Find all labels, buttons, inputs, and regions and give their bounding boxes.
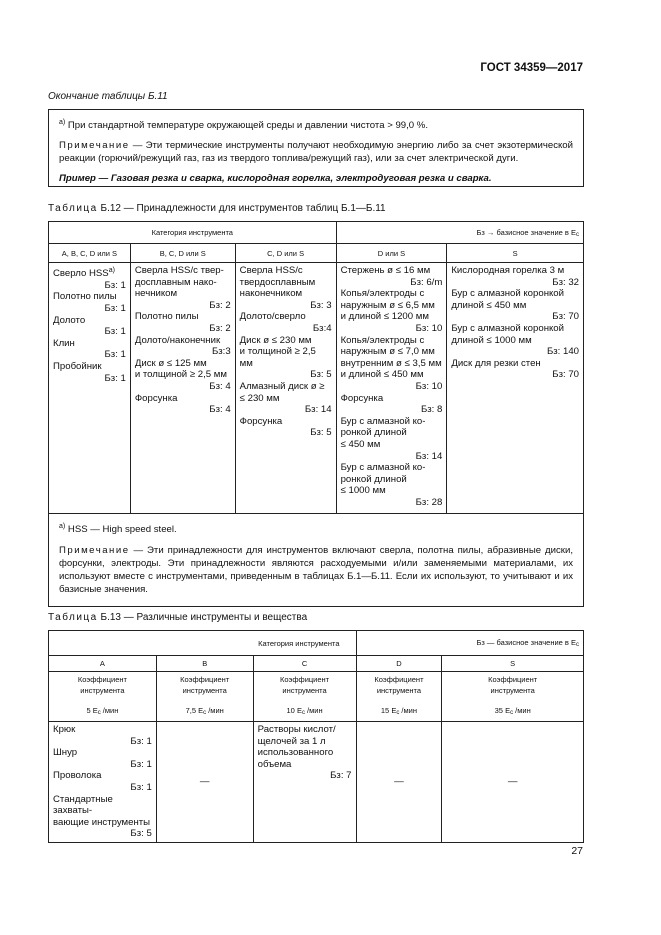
cell-line: Бз: 14 (304, 404, 332, 416)
b13-coef-value-sub: c (97, 710, 101, 716)
cell-line: ронкой длиной (340, 473, 407, 485)
cell-line: Диск ø ≤ 230 мм (239, 334, 312, 346)
b13-col-header: S (442, 656, 584, 672)
page-number: 27 (571, 845, 583, 857)
cell-line: Бз: 1 (130, 781, 152, 793)
cell-line: Стандартные захваты- (53, 793, 113, 817)
table-b13-caption-text: Б.13 — Различные инструменты и вещества (100, 612, 308, 623)
b12-col-header: В, С, D или S (130, 244, 235, 263)
cell-line: наружным ø ≤ 7,0 мм (340, 346, 435, 358)
cell-line: и толщиной ≥ 2,5 мм (239, 346, 316, 369)
cell-line: нечником (134, 288, 178, 300)
b12-category-header: Категория инструмента (49, 222, 337, 244)
cell-line: Бур с алмазной ко- (340, 415, 426, 427)
cell-line: ≤ 450 мм (340, 438, 381, 450)
b13-col-header: D (356, 656, 442, 672)
b13-coef-value-pre: 35 E (494, 706, 511, 715)
b11-example: Пример — Газовая резка и сварка, кислородная горелка, электродуговая резка и сварка. (59, 173, 492, 185)
cell-line: Бз: 28 (415, 496, 443, 508)
cell-line: ≤ 230 мм (239, 392, 280, 404)
cell-line: Сверло $HSS^{а)}$ (53, 267, 115, 280)
b13-cell (253, 722, 356, 843)
b13-dash-cell: — (442, 722, 584, 843)
cell-line: Бур с алмазной коронкой (451, 322, 564, 334)
cell-line: Стержень ø ≤ 16 мм (340, 265, 431, 276)
b13-coef-value-post: /мин (399, 706, 417, 715)
b13-coef-value (161, 705, 249, 719)
cell-line: Бз: 10 (415, 322, 443, 334)
cell-line: Пробойник (53, 360, 102, 372)
b12-base-header (336, 222, 583, 244)
cell-line: Копья/электроды с (340, 288, 425, 300)
b13-coef-value-pre: 10 E (286, 706, 302, 715)
b12-note (59, 544, 573, 600)
b13-coef-value-sub: c (301, 710, 305, 716)
cell-line: Бз: 4 (209, 404, 231, 416)
b13-coef-cell (49, 672, 157, 722)
cell-line: Бз: 5 (310, 427, 332, 439)
cell-line: Бур с алмазной ко- (340, 462, 426, 474)
b11-footnote-text: При стандартной температуре окружающей среды и давлении чистота > 99,0 %. (67, 120, 429, 132)
cell-line: и длиной ≤ 1200 мм (340, 311, 429, 323)
b13-coef-value-sub: c (396, 710, 400, 716)
cell-line: Бз: 2 (209, 299, 231, 311)
cell-line: Бз: 7 (330, 770, 352, 782)
b11-footnote (59, 116, 573, 132)
b13-coef-cell (156, 672, 253, 722)
b13-col-header: А (49, 656, 157, 672)
table-b12-caption (48, 203, 386, 214)
cell-line: и длиной ≤ 450 мм (340, 369, 424, 381)
table-b12-caption-prefix: Таблица (48, 203, 98, 214)
b12-footnote (59, 520, 573, 536)
b13-base-header-text: Бз — базисное значение в E (476, 638, 576, 647)
cell-line: Бз: 5 (310, 369, 332, 381)
cell-line: Копья/электроды с (340, 334, 425, 346)
cell-line: длиной ≤ 450 мм (451, 299, 527, 311)
cell-line: Проволока (53, 770, 102, 782)
cell-line: использованного (257, 747, 334, 759)
cell-line: Форсунка (239, 415, 283, 427)
cell-line: Бз: 4 (209, 380, 231, 392)
b13-coef-label: инструмента (80, 686, 125, 695)
cell-line: Бз: 6/m (410, 276, 443, 288)
cell-line: Сверла HSS/с (239, 265, 303, 276)
cell-line: Бз: 32 (552, 276, 579, 288)
b13-coef-label: Коэффициент (279, 675, 330, 684)
b13-dash-cell: — (356, 722, 442, 843)
table-b11-end-caption: Окончание таблицы Б.11 (48, 91, 168, 102)
cell-line: Форсунка (134, 392, 178, 404)
b13-coef-value-post: /мин (304, 706, 323, 715)
b12-col-header: А, В, С, D или S (49, 244, 131, 263)
cell-line: Форсунка (340, 392, 384, 404)
b12-footnote-text: HSS — High speed steel. (67, 524, 177, 536)
table-b12-caption-text: Б.12 — Принадлежности для инструментов таблиц Б.1—Б.11 (100, 203, 386, 214)
b13-base-header (356, 631, 583, 656)
cell-line: Диск ø ≤ 125 мм (134, 357, 207, 369)
b13-cell (49, 722, 157, 843)
b13-coef-label: инструмента (282, 686, 327, 695)
cell-line: Бз: 1 (104, 372, 126, 384)
cell-line: Долото/сверло (239, 311, 306, 323)
b12-footnote-mark: а) (59, 523, 66, 530)
cell-line: Бз: 5 (130, 828, 152, 840)
document-id: ГОСТ 34359—2017 (480, 62, 583, 74)
b12-cell (336, 263, 447, 514)
table-b13 (48, 630, 584, 843)
cell-line: Бур с алмазной коронкой (451, 288, 564, 300)
b13-coef-label: Коэффициент (374, 675, 424, 684)
b12-cell (447, 263, 584, 514)
cell-line: Растворы кислот/ (257, 724, 336, 735)
b12-cell (235, 263, 336, 514)
b13-coef-value (361, 705, 438, 719)
cell-line: Бз:3 (211, 346, 231, 358)
b13-coef-value-pre: 7,5 E (185, 706, 204, 715)
b12-note-label: Примечание (59, 545, 130, 557)
cell-line: Бз: 140 (546, 346, 579, 358)
b13-coef-cell (253, 672, 356, 722)
table-b12 (48, 221, 584, 607)
cell-line: Бз: 8 (420, 404, 443, 416)
b13-coef-value-post: /мин (100, 706, 119, 715)
b13-coef-label: инструмента (376, 686, 422, 695)
b13-coef-label: Коэффициент (77, 675, 127, 684)
b13-coef-cell (442, 672, 584, 722)
cell-line: ≤ 1000 мм (340, 485, 386, 497)
cell-line: досплавным нако- (134, 276, 217, 288)
cell-line: щелочей за 1 л (257, 735, 326, 747)
cell-line: Бз: 1 (104, 326, 126, 338)
b13-coef-value-pre: 15 E (380, 706, 397, 715)
cell-line: наружным ø ≤ 6,5 мм (340, 299, 435, 311)
b13-coef-value (446, 705, 579, 719)
cell-line: Кислородная горелка 3 м (451, 265, 565, 276)
b13-coef-value-sub: c (510, 710, 514, 716)
cell-line: Долото (53, 314, 86, 326)
b13-coef-label: инструмента (182, 686, 227, 695)
cell-line: ронкой длиной (340, 427, 407, 439)
cell-line: Бз: 10 (415, 380, 443, 392)
b13-coef-value-pre: 5 E (86, 706, 98, 715)
b13-base-header-sub: c (576, 642, 579, 648)
b11-footnote-mark: а) (59, 119, 66, 126)
b11-note-label: Примечание (59, 140, 130, 152)
b11-note (59, 139, 573, 165)
b12-cell (49, 263, 131, 514)
b12-note-text: — Эти принадлежности для инструментов включают сверла, полотна пилы, абразивные диски, форсунки, электроды. Эти принадлежности являются расходуемыми и/или заменяемыми материалами, их используют вместе с инструментами, приведенным в таблицах Б.1—Б.11. Если их используют, то учитывают и их базисные значения. (59, 545, 573, 596)
b12-footer (49, 514, 584, 607)
b13-col-header: С (253, 656, 356, 672)
cell-line: Бз: 70 (552, 311, 579, 323)
cell-line: Полотно пилы (53, 291, 117, 303)
cell-line: Бз: 1 (130, 758, 152, 770)
cell-line: Бз: 1 (104, 349, 126, 361)
table-b13-caption (48, 612, 307, 623)
cell-line: Алмазный диск ø ≥ (239, 380, 325, 392)
cell-line: длиной ≤ 1000 мм (451, 334, 532, 346)
b12-col-header: С, D или S (235, 244, 336, 263)
cell-line: наконечником (239, 288, 303, 300)
b13-coef-cell (356, 672, 442, 722)
b13-coef-value-sub: c (203, 710, 207, 716)
cell-line: Бз: 14 (415, 450, 443, 462)
cell-line: внутренним ø ≤ 3,5 мм (340, 357, 442, 369)
cell-line: Бз: 70 (552, 369, 579, 381)
cell-line: Бз:4 (312, 322, 332, 334)
b12-cell (130, 263, 235, 514)
table-b11-footer-box (48, 109, 584, 187)
cell-line: и толщиной ≥ 2,5 мм (134, 369, 227, 381)
b12-base-header-text: Бз → базисное значение в E (476, 227, 576, 237)
cell-line: Бз: 1 (104, 279, 126, 291)
b13-coef-value-post: /мин (513, 706, 531, 715)
b13-col-header: В (156, 656, 253, 672)
b13-coef-value (53, 705, 152, 719)
b13-coef-value (258, 705, 352, 719)
cell-line: твердосплавным (239, 276, 316, 288)
b13-category-header: Категория инструмента (49, 631, 357, 656)
cell-line: Клин (53, 337, 75, 349)
b13-coef-value-post: /мин (206, 706, 224, 715)
b13-coef-label: инструмента (490, 686, 535, 695)
cell-line: Диск для резки стен (451, 357, 541, 369)
b12-base-header-sub: c (576, 231, 579, 238)
b11-note-text: — Эти термические инструменты получают необходимую энергию либо за счет экзотермической реакции (горючий/режущий газ, газ из твердого топлива/режущий газ), или за счет электрической дуги. (59, 140, 573, 165)
cell-line: Бз: 2 (209, 322, 231, 334)
cell-line: вающие инструменты (53, 816, 151, 828)
b12-col-header: D или S (336, 244, 447, 263)
cell-line: Долото/наконечник (134, 334, 221, 346)
b12-col-header: S (447, 244, 584, 263)
cell-line: Сверла HSS/с твер- (134, 265, 224, 276)
cell-line: Бз: 1 (130, 735, 152, 747)
footnote-ref: а) (108, 267, 115, 274)
cell-line: Шнур (53, 747, 78, 759)
cell-line: Крюк (53, 724, 76, 735)
b13-coef-label: Коэффициент (488, 675, 538, 684)
cell-line: объема (257, 758, 292, 770)
cell-line: Бз: 3 (310, 299, 332, 311)
b13-dash-cell: — (156, 722, 253, 843)
table-b13-caption-prefix: Таблица (48, 612, 98, 623)
b13-coef-label: Коэффициент (180, 675, 230, 684)
cell-line: Бз: 1 (104, 302, 126, 314)
cell-line: Полотно пилы (134, 311, 199, 323)
